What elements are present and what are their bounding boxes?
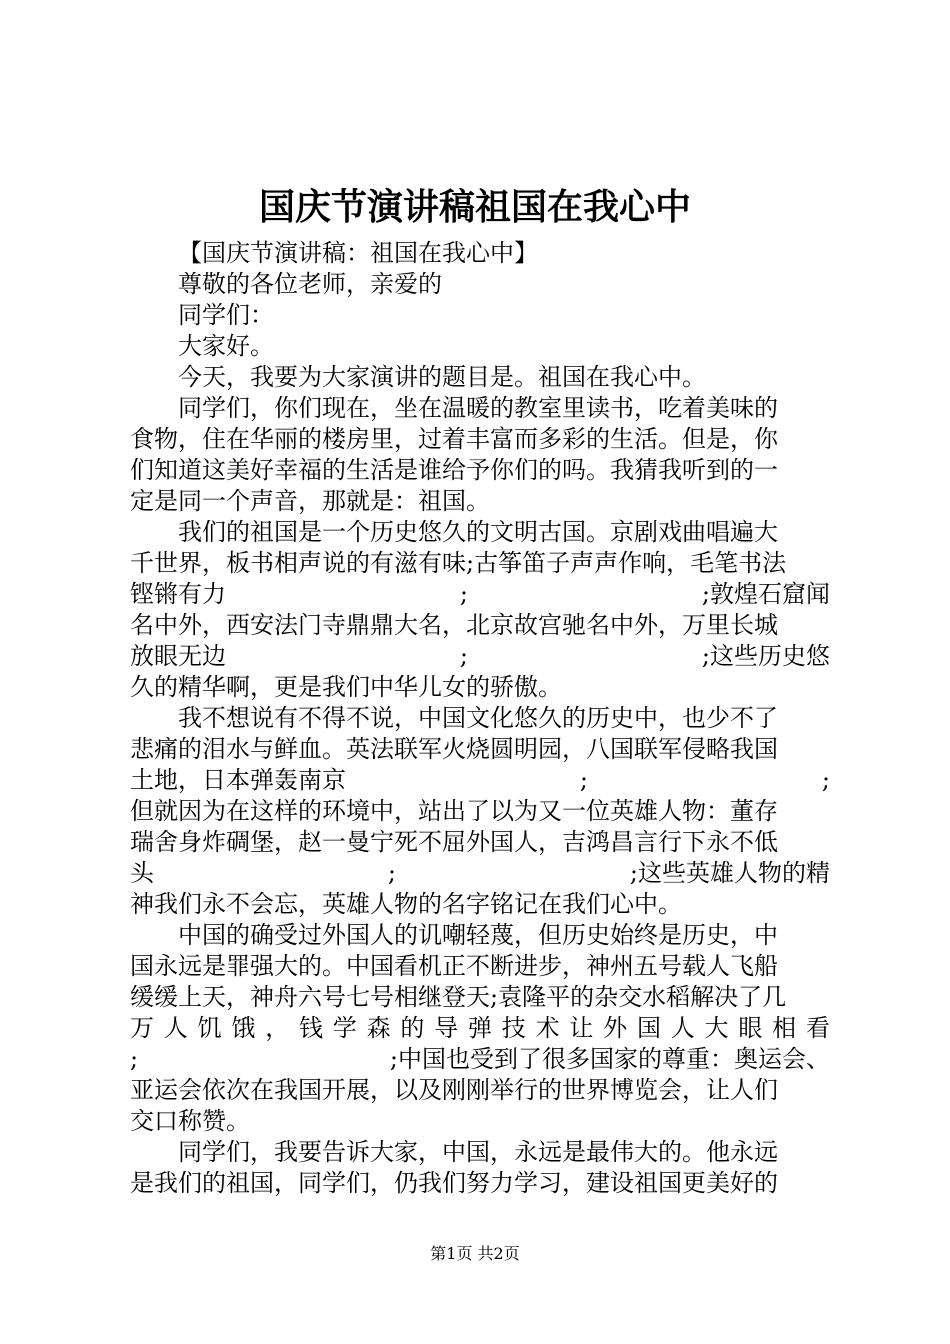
body-line: 但就因为在这样的环境中，站出了以为又一位英雄人物：董存 [130,797,778,825]
body-line: 大家好。 [178,332,274,360]
body-line-spaced [130,1013,830,1044]
document-title: 国庆节演讲稿祖国在我心中 [258,187,691,228]
body-line: 悲痛的泪水与鲜血。英法联军火烧圆明园，八国联军侵略我国 [130,735,778,763]
body-line: 瑞舍身炸碉堡，赵一曼宁死不屈外国人，吉鸿昌言行下永不低 [130,828,778,856]
body-line-spaced [130,765,830,796]
line-char: 饿 [231,1014,256,1042]
body-line: 中国的确受过外国人的讥嘲轻蔑，但历史始终是历史，中 [178,921,778,949]
body-line: 尊敬的各位老师，亲爱的 [178,270,442,298]
body-line: 【国庆节演讲稿：祖国在我心中】 [178,239,538,267]
body-line-spaced [130,641,830,672]
line-char: 技 [501,1014,526,1042]
line-char: 导 [434,1014,459,1042]
line-segment: ; [130,1045,139,1073]
body-line: 亚运会依次在我国开展，以及刚刚举行的世界博览会，让人们 [130,1076,778,1104]
body-line: 是我们的祖国，同学们，仍我们努力学习，建设祖国更美好的 [130,1169,778,1197]
body-line: 久的精华啊，更是我们中华儿女的骄傲。 [130,673,562,701]
body-line-spaced [130,1044,830,1075]
body-line: 同学们，我要告诉大家，中国，永远是最伟大的。他永远 [178,1138,778,1166]
line-segment: 头 [130,859,154,887]
line-char: 人 [163,1014,188,1042]
line-char: 的 [400,1014,425,1042]
line-char: 让 [569,1014,594,1042]
body-line-spaced [130,579,830,610]
body-line: 缓缓上天，神舟六号七号相继登天;袁隆平的杂交水稻解决了几 [130,983,787,1011]
body-line: 同学们： [178,301,274,329]
line-segment: 土地，日本弹轰南京 [130,766,346,794]
line-char: 弹 [467,1014,492,1042]
line-segment: ; [821,766,830,794]
line-segment: 铿锵有力 [130,580,226,608]
line-char: 相 [772,1014,797,1042]
body-line: 食物，住在华丽的楼房里，过着丰富而多彩的生活。但是，你 [130,425,778,453]
line-char: 钱 [298,1014,323,1042]
line-segment: ;这些英雄人物的精 [629,859,830,887]
line-segment: ; [579,766,588,794]
line-char: 大 [704,1014,729,1042]
line-char: 术 [535,1014,560,1042]
line-char: 国 [636,1014,661,1042]
line-char: 人 [670,1014,695,1042]
line-segment: ;中国也受到了很多国家的尊重：奥运会、 [389,1045,830,1073]
body-line: 我们的祖国是一个历史悠久的文明古国。京剧戏曲唱遍大 [178,518,778,546]
body-line: 同学们，你们现在，坐在温暖的教室里读书，吃着美味的 [178,394,778,422]
line-segment: ;这些历史悠 [701,642,830,670]
line-segment: ; [387,859,396,887]
line-char: 森 [366,1014,391,1042]
line-char: 万 [130,1014,154,1042]
body-line-spaced [130,858,830,889]
line-char: 学 [332,1014,357,1042]
line-segment: ;敦煌石窟闻 [701,580,830,608]
body-line: 交口称赞。 [130,1107,250,1135]
body-line: 千世界，板书相声说的有滋有味;古筝笛子声声作响，毛笔书法 [130,549,787,577]
body-line: 神我们永不会忘，英雄人物的名字铭记在我们心中。 [130,890,682,918]
body-line: 国永远是罪强大的。中国看机正不断进步，神州五号载人飞船 [130,952,778,980]
body-line: 今天，我要为大家演讲的题目是。祖国在我心中。 [178,363,706,391]
line-char: 眼 [738,1014,763,1042]
body-line: 名中外，西安法门寺鼎鼎大名，北京故宫驰名中外，万里长城 [130,611,778,639]
line-segment: ; [459,642,468,670]
line-char: ， [265,1014,290,1042]
body-line: 定是同一个声音，那就是：祖国。 [130,487,490,515]
line-segment: 放眼无边 [130,642,226,670]
line-char: 看 [805,1014,830,1042]
line-char: 饥 [197,1014,222,1042]
line-char: 外 [603,1014,628,1042]
body-line: 我不想说有不得不说，中国文化悠久的历史中，也少不了 [178,704,778,732]
line-segment: ; [459,580,468,608]
body-line: 们知道这美好幸福的生活是谁给予你们的吗。我猜我听到的一 [130,456,778,484]
document-body [130,238,830,1199]
page-footer: 第1页 共2页 [430,1244,520,1263]
